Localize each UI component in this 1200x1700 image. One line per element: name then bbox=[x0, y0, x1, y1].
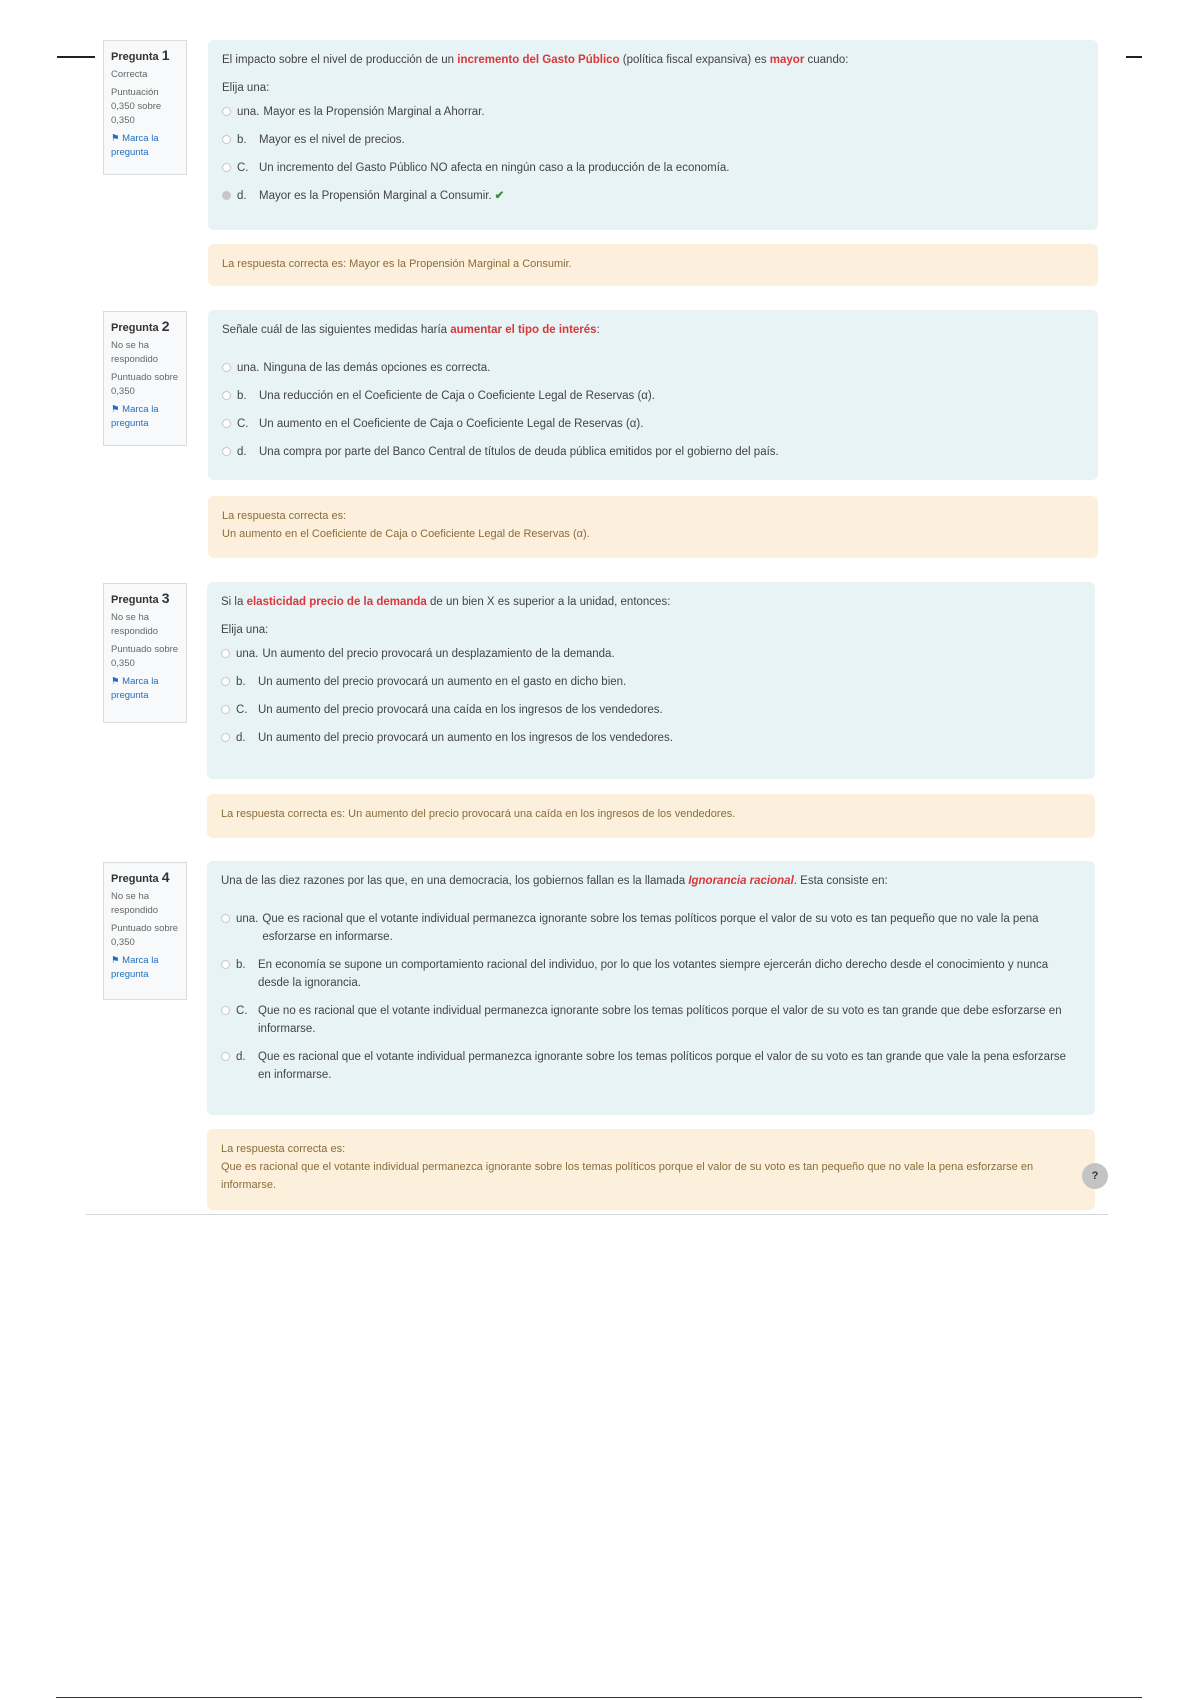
question-grade: Puntuado sobre 0,350 bbox=[111, 644, 179, 669]
correct-check-icon: ✔ bbox=[494, 190, 505, 202]
question-state: No se ha respondido bbox=[111, 612, 159, 637]
question-text: Una de las diez razones por las que, en una democracia, los gobiernos fallan es la llamada Ignorancia racional. Esta consiste en: bbox=[221, 875, 888, 887]
content-divider bbox=[86, 1214, 1108, 1215]
feedback-4 bbox=[207, 1129, 1095, 1210]
question-number: Pregunta 2 bbox=[111, 318, 170, 334]
answer-option[interactable]: b. Una reducción en el Coeficiente de Caja o Coeficiente Legal de Reservas (α). bbox=[222, 387, 1084, 405]
flag-question-link[interactable]: ⚑ Marca la pregunta bbox=[111, 676, 159, 701]
question-state: Correcta bbox=[111, 69, 148, 80]
question-number: Pregunta 4 bbox=[111, 869, 170, 885]
question-grade: Puntuado sobre 0,350 bbox=[111, 923, 179, 948]
radio-button[interactable] bbox=[221, 1052, 230, 1061]
flag-question-link[interactable]: ⚑ Marca la pregunta bbox=[111, 404, 159, 429]
radio-button[interactable] bbox=[222, 363, 231, 372]
radio-button[interactable] bbox=[222, 163, 231, 172]
flag-icon: ⚑ bbox=[111, 404, 123, 415]
answer-option[interactable]: d. Un aumento del precio provocará un aumento en los ingresos de los vendedores. bbox=[221, 729, 1081, 747]
feedback-text: Que es racional que el votante individual permanezca ignorante sobre los temas políticos porque el valor de su voto es tan pequeño que no vale la pena esforzarse en informarse. bbox=[221, 1161, 1034, 1191]
answer-option[interactable]: d. Una compra por parte del Banco Central de títulos de deuda pública emitidos por el gobierno del país. bbox=[222, 443, 1084, 461]
radio-button[interactable] bbox=[222, 107, 231, 116]
radio-button[interactable] bbox=[222, 391, 231, 400]
answer-option[interactable]: C. Que no es racional que el votante individual permanezca ignorante sobre los temas políticos porque el valor de su voto es tan grande que debe esforzarse en informarse. bbox=[221, 1002, 1081, 1038]
answer-option[interactable]: b. Un aumento del precio provocará un aumento en el gasto en dicho bien. bbox=[221, 673, 1081, 691]
answer-option[interactable]: C. Un incremento del Gasto Público NO afecta en ningún caso a la producción de la economía. bbox=[222, 159, 1084, 177]
question-info-1 bbox=[103, 40, 187, 175]
question-number: Pregunta 3 bbox=[111, 590, 170, 606]
feedback-text: La respuesta correcta es: Un aumento del precio provocará una caída en los ingresos de los vendedores. bbox=[221, 808, 736, 820]
feedback-text: Un aumento en el Coeficiente de Caja o Coeficiente Legal de Reservas (α). bbox=[222, 528, 590, 540]
answer-option[interactable]: una. Ninguna de las demás opciones es correcta. bbox=[222, 359, 1084, 377]
answer-option[interactable]: una. Mayor es la Propensión Marginal a Ahorrar. bbox=[222, 103, 1084, 121]
answer-option[interactable]: d. Mayor es la Propensión Marginal a Consumir. ✔ bbox=[222, 187, 1084, 205]
answer-option[interactable]: b. Mayor es el nivel de precios. bbox=[222, 131, 1084, 149]
radio-button[interactable] bbox=[222, 419, 231, 428]
right-edge-mark bbox=[1126, 56, 1142, 58]
radio-button[interactable] bbox=[221, 1006, 230, 1015]
help-button[interactable]: ? bbox=[1082, 1163, 1108, 1189]
radio-button[interactable] bbox=[221, 705, 230, 714]
radio-button[interactable] bbox=[221, 914, 230, 923]
answer-prompt: Elija una: bbox=[222, 82, 270, 94]
question-grade: Puntuado sobre 0,350 bbox=[111, 372, 179, 397]
left-edge-mark bbox=[57, 56, 95, 58]
answer-option[interactable]: C. Un aumento del precio provocará una caída en los ingresos de los vendedores. bbox=[221, 701, 1081, 719]
question-text: Señale cuál de las siguientes medidas haría aumentar el tipo de interés: bbox=[222, 324, 600, 336]
answer-option[interactable]: d. Que es racional que el votante individual permanezca ignorante sobre los temas políticos porque el valor de su voto es tan grande que vale la pena esforzarse en informarse. bbox=[221, 1048, 1081, 1084]
question-info-2 bbox=[103, 311, 187, 446]
question-content-2 bbox=[208, 310, 1098, 480]
radio-button[interactable] bbox=[222, 135, 231, 144]
feedback-title: La respuesta correcta es: bbox=[221, 1143, 346, 1155]
question-info-4 bbox=[103, 862, 187, 1000]
feedback-text: La respuesta correcta es: Mayor es la Propensión Marginal a Consumir. bbox=[222, 258, 572, 270]
flag-question-link[interactable]: ⚑ Marca la pregunta bbox=[111, 955, 159, 980]
question-info-3 bbox=[103, 583, 187, 723]
feedback-1 bbox=[208, 244, 1098, 286]
answer-option[interactable]: b. En economía se supone un comportamiento racional del individuo, por lo que los votantes siempre ejercerán dicho derecho desde el conocimiento y nunca desde la ignorancia. bbox=[221, 956, 1081, 992]
flag-icon: ⚑ bbox=[111, 955, 123, 966]
radio-button[interactable] bbox=[221, 677, 230, 686]
question-content-1 bbox=[208, 40, 1098, 230]
flag-question-link[interactable]: ⚑ Marca la pregunta bbox=[111, 133, 159, 158]
flag-icon: ⚑ bbox=[111, 676, 123, 687]
question-state: No se ha respondido bbox=[111, 891, 159, 916]
answer-prompt: Elija una: bbox=[221, 624, 269, 636]
answer-option[interactable]: una. Que es racional que el votante individual permanezca ignorante sobre los temas políticos porque el valor de su voto es tan pequeño que no vale la pena esforzarse en informarse. bbox=[221, 910, 1081, 946]
question-text: Si la elasticidad precio de la demanda de un bien X es superior a la unidad, entonces: bbox=[221, 596, 671, 608]
radio-button[interactable] bbox=[222, 447, 231, 456]
question-content-3 bbox=[207, 582, 1095, 779]
question-content-4 bbox=[207, 861, 1095, 1115]
radio-button[interactable] bbox=[221, 649, 230, 658]
flag-icon: ⚑ bbox=[111, 133, 123, 144]
radio-button[interactable] bbox=[221, 733, 230, 742]
answer-option[interactable]: una. Un aumento del precio provocará un desplazamiento de la demanda. bbox=[221, 645, 1081, 663]
question-text: El impacto sobre el nivel de producción de un incremento del Gasto Público (política fiscal expansiva) es mayor cuando: bbox=[222, 54, 849, 66]
question-grade: Puntuación 0,350 sobre 0,350 bbox=[111, 87, 162, 126]
radio-button-selected[interactable] bbox=[222, 191, 231, 200]
feedback-title: La respuesta correcta es: bbox=[222, 510, 347, 522]
feedback-3 bbox=[207, 794, 1095, 838]
radio-button[interactable] bbox=[221, 960, 230, 969]
page-bottom-rule bbox=[56, 1697, 1142, 1698]
question-state: No se ha respondido bbox=[111, 340, 159, 365]
feedback-2 bbox=[208, 496, 1098, 558]
question-number: Pregunta 1 bbox=[111, 47, 170, 63]
answer-option[interactable]: C. Un aumento en el Coeficiente de Caja o Coeficiente Legal de Reservas (α). bbox=[222, 415, 1084, 433]
